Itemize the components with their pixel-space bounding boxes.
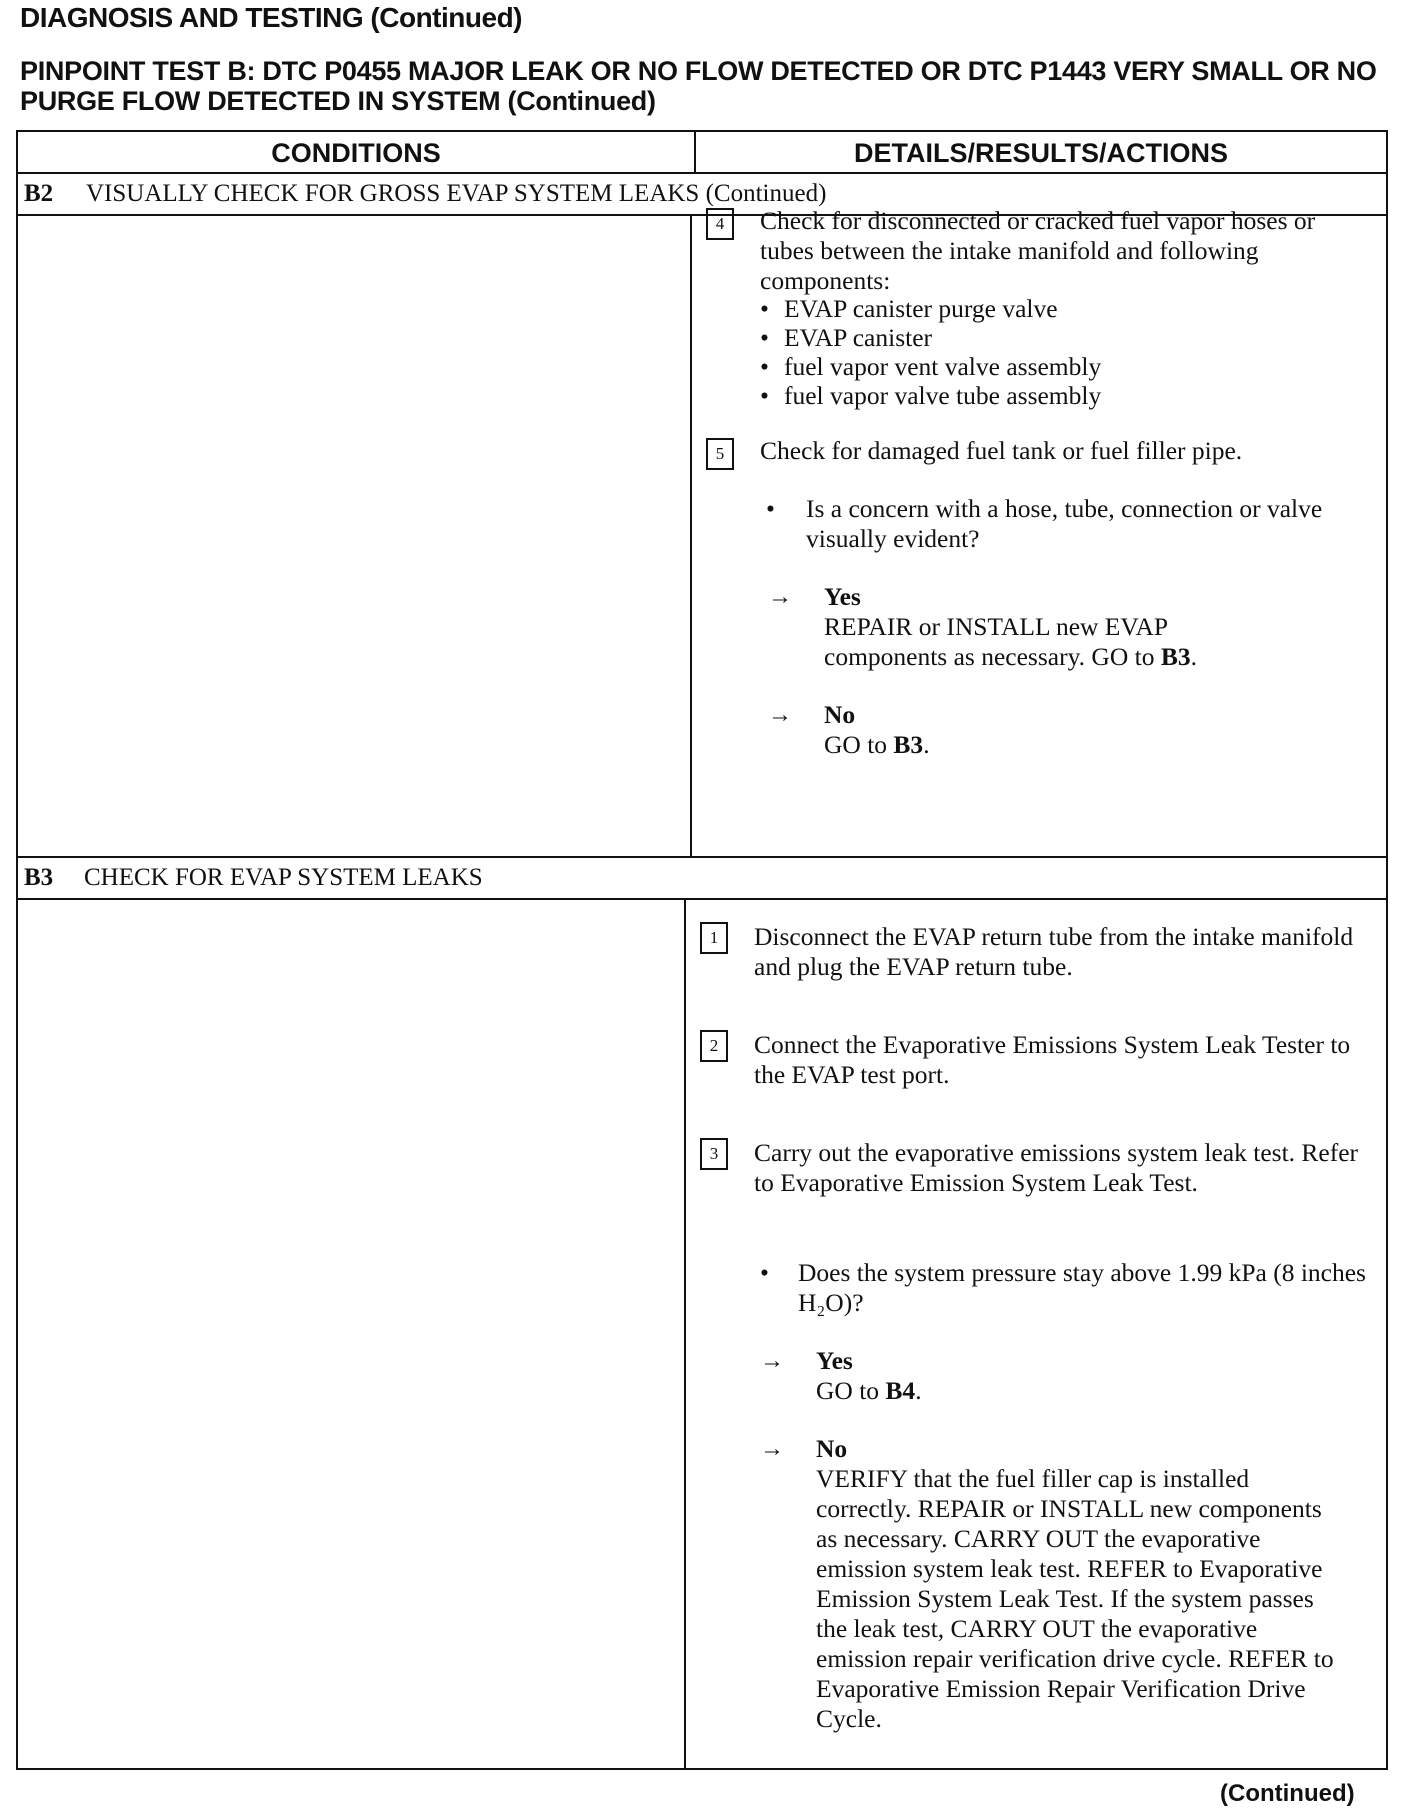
details-column-header: DETAILS/RESULTS/ACTIONS xyxy=(853,138,1228,168)
step-number-box: 2 xyxy=(700,1030,728,1062)
b3-yes-action: GO to B4. xyxy=(816,1376,922,1405)
step-b2-title: VISUALLY CHECK FOR GROSS EVAP SYSTEM LEAKS (Continued) xyxy=(86,180,827,207)
b2-step4-text: Check for disconnected or cracked fuel vapor hoses or tubes between the intake manifold and following components: xyxy=(760,206,1316,295)
arrow-icon: → xyxy=(760,1436,784,1462)
b3-no-action: VERIFY that the fuel filler cap is installed correctly. REPAIR or INSTALL new components as necessary. CARRY OUT the evaporative emission system leak test. REFER to Evaporative Emission System Leak Test. If the system passes the leak test, CARRY OUT the evaporative emission repair verification drive cycle. REFER to Evaporative Emission Repair Verification Drive Cycle. xyxy=(816,1464,1334,1733)
column-divider xyxy=(684,900,686,1770)
b2-step5-text: Check for damaged fuel tank or fuel filler pipe. xyxy=(760,436,1243,465)
continued-footer: (Continued) xyxy=(1220,1780,1355,1807)
bullet-glyph: • xyxy=(760,1258,769,1287)
step-b3-id: B3 xyxy=(24,864,54,891)
b3-step3-text: Carry out the evaporative emissions system leak test. Refer to Evaporative Emission System Leak Test. xyxy=(754,1138,1359,1197)
step-number-box: 5 xyxy=(706,438,734,470)
pinpoint-test-title: PINPOINT TEST B: DTC P0455 MAJOR LEAK OR NO FLOW DETECTED OR DTC P1443 VERY SMALL OR NO PURGE FLOW DETECTED IN SYSTEM (Continued) xyxy=(20,56,1377,116)
bullet-glyph: • xyxy=(760,352,769,381)
b2-step4-bullet: fuel vapor vent valve assembly xyxy=(784,352,1102,381)
b3-step1-text: Disconnect the EVAP return tube from the intake manifold and plug the EVAP return tube. xyxy=(754,922,1354,981)
bullet-glyph: • xyxy=(760,294,769,323)
step-b3-title: CHECK FOR EVAP SYSTEM LEAKS xyxy=(84,864,483,891)
column-divider xyxy=(690,216,692,856)
arrow-icon: → xyxy=(768,702,792,728)
b2-no-action: GO to B3. xyxy=(824,730,930,759)
table-header-row xyxy=(18,132,1386,174)
bullet-glyph: • xyxy=(760,381,769,410)
arrow-icon: → xyxy=(760,1348,784,1374)
b2-step5-question: Is a concern with a hose, tube, connection or valve visually evident? xyxy=(806,494,1323,553)
b3-yes-label: Yes xyxy=(816,1346,853,1375)
step-number-box: 3 xyxy=(700,1138,728,1170)
bullet-glyph: • xyxy=(760,323,769,352)
b3-no-label: No xyxy=(816,1434,848,1463)
conditions-column-header: CONDITIONS xyxy=(18,132,696,172)
b2-yes-action: REPAIR or INSTALL new EVAP components as necessary. GO to B3. xyxy=(824,612,1197,671)
b2-step4-bullet: EVAP canister xyxy=(784,323,933,352)
step-number-box: 1 xyxy=(700,922,728,954)
arrow-icon: → xyxy=(768,584,792,610)
b3-step3-question: Does the system pressure stay above 1.99 kPa (8 inches H₂O)? xyxy=(798,1258,1366,1317)
b2-no-label: No xyxy=(824,700,856,729)
step-b3-header xyxy=(18,856,1386,900)
b3-step2-text: Connect the Evaporative Emissions System Leak Tester to the EVAP test port. xyxy=(754,1030,1351,1089)
b2-step4-bullet: EVAP canister purge valve xyxy=(784,294,1058,323)
b2-step4-bullet: fuel vapor valve tube assembly xyxy=(784,381,1102,410)
step-number-box: 4 xyxy=(706,208,734,240)
step-b2-id: B2 xyxy=(24,180,54,207)
b2-yes-label: Yes xyxy=(824,582,861,611)
bullet-glyph: • xyxy=(766,494,775,523)
procedure-table xyxy=(16,130,1388,1770)
page-title: DIAGNOSIS AND TESTING (Continued) xyxy=(20,2,522,33)
